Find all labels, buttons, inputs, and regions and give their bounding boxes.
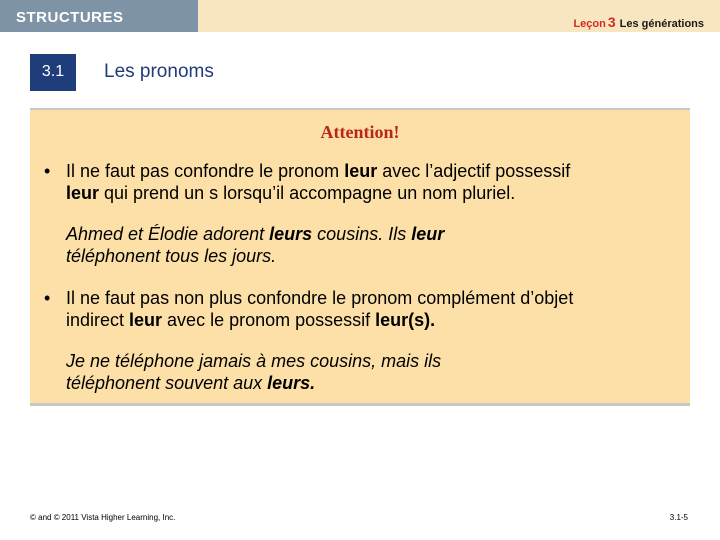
attention-heading: Attention!	[320, 122, 400, 142]
section-number: 3.1	[41, 63, 65, 80]
lesson-title: Les générations	[619, 18, 704, 30]
lesson-number: 3	[607, 14, 616, 30]
section-title: Les pronoms	[104, 61, 214, 82]
example-1: Ahmed et Élodie adorent leurs cousins. Ils leur téléphonent tous les jours.	[66, 224, 445, 266]
bullet-point-2	[44, 287, 674, 331]
copyright-text: © and © 2011 Vista Higher Learning, Inc.	[30, 513, 176, 522]
bullet-icon: •	[44, 288, 51, 308]
top-banner	[0, 0, 720, 32]
page-number: 3.1-5	[669, 513, 688, 522]
example-2: Je ne téléphone jamais à mes cousins, mais ils téléphonent souvent aux leurs.	[66, 351, 442, 393]
lesson-indicator	[573, 14, 704, 30]
lesson-prefix: Leçon	[573, 18, 606, 30]
attention-panel	[30, 108, 690, 406]
bullet-point-1	[44, 160, 674, 204]
bullet-icon: •	[44, 161, 51, 181]
section-number-box	[30, 54, 76, 91]
structures-tab	[0, 0, 198, 32]
bullet-1-text: Il ne faut pas confondre le pronom leur avec l’adjectif possessif leur qui prend un s lorsqu’il accompagne un nom pluriel.	[66, 161, 571, 203]
bullet-2-text: Il ne faut pas non plus confondre le pronom complément d’objet indirect leur avec le pronom possessif leur(s).	[66, 288, 574, 330]
structures-label: STRUCTURES	[16, 9, 124, 26]
